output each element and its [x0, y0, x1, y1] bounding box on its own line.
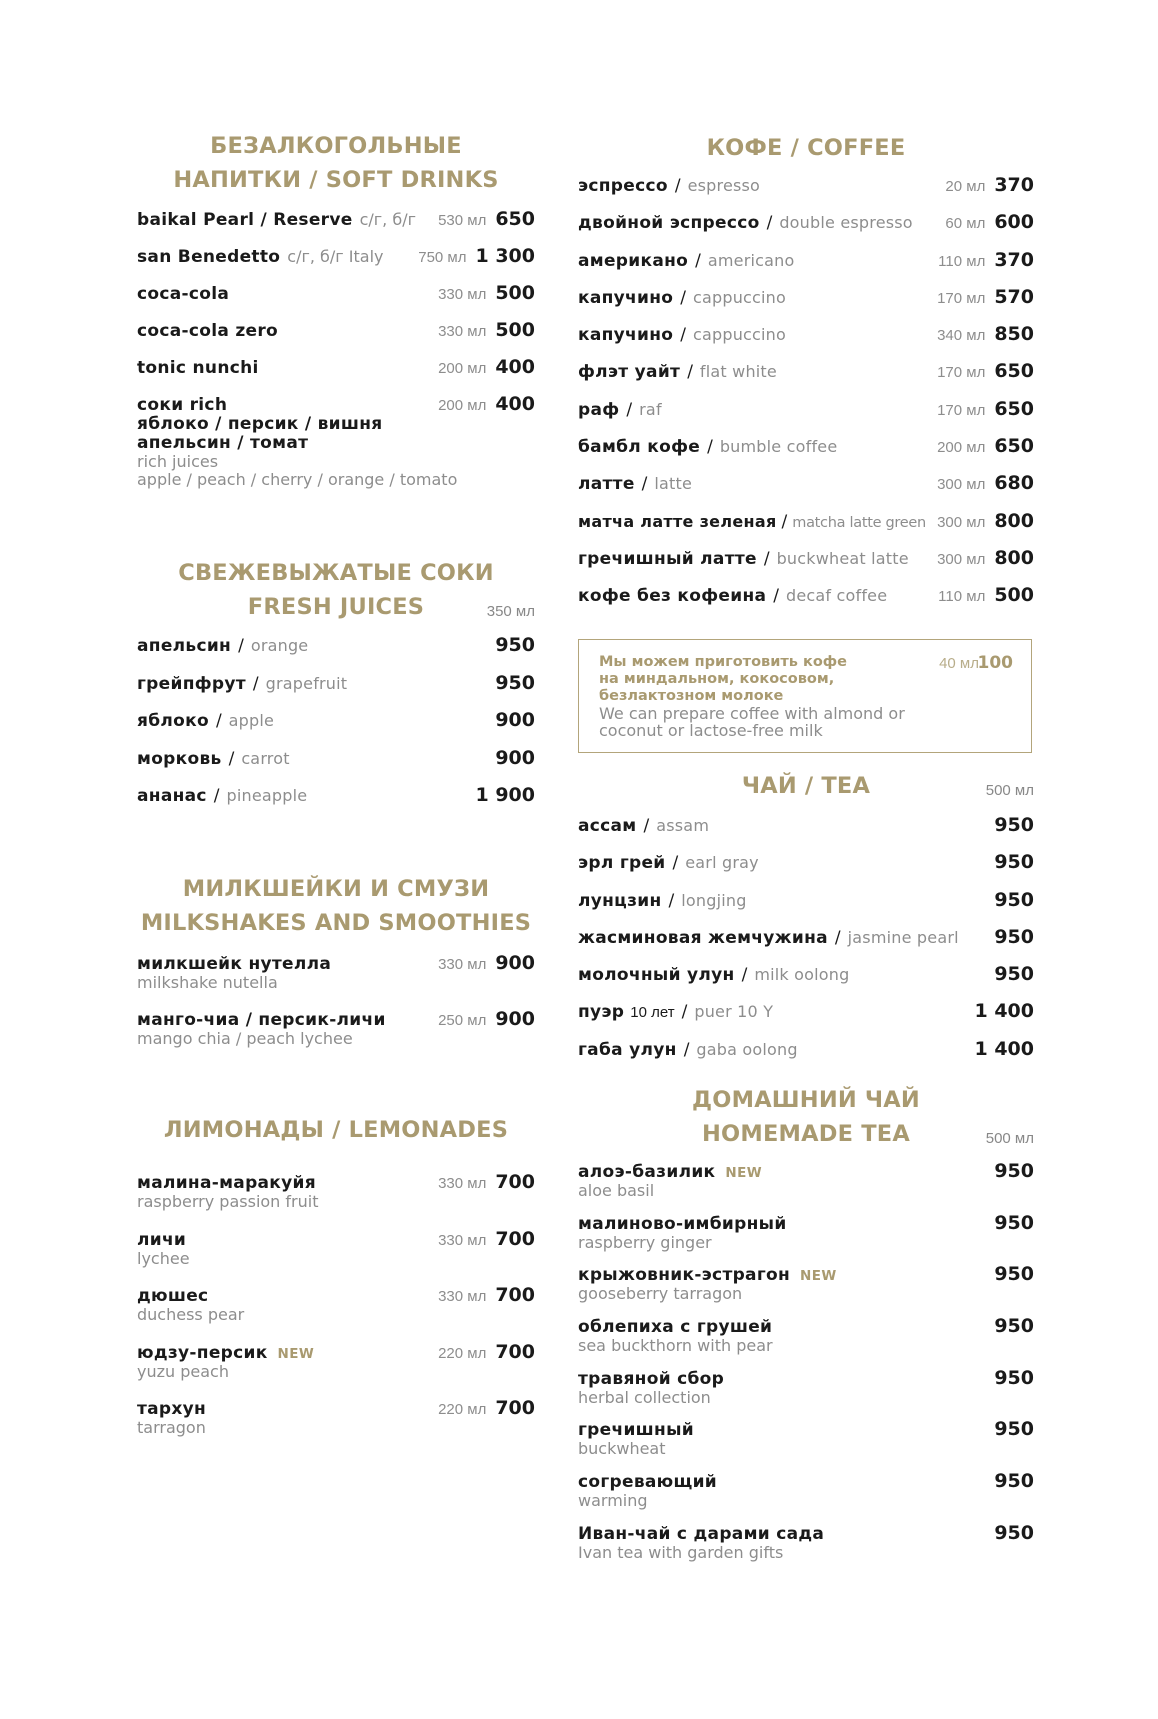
- menu-item: яблоко / apple 900: [137, 709, 535, 731]
- item-name: флэт уайт: [578, 362, 681, 383]
- notice-ru-line1: Мы можем приготовить кофе: [599, 654, 848, 670]
- homemade-tea-title: [578, 1083, 1034, 1151]
- item-translation: puer 10 Y: [694, 1002, 774, 1022]
- item-translation: aloe basil: [578, 1181, 655, 1200]
- fresh-juices-title: [137, 556, 535, 624]
- item-name: габа улун: [578, 1039, 677, 1060]
- item-name: двойной эспрессо: [578, 213, 760, 234]
- item-note: с/г, б/г Italy: [287, 247, 384, 266]
- milkshakes-title: [137, 872, 535, 940]
- tea-header: [578, 769, 1034, 803]
- menu-item: [578, 1522, 1034, 1574]
- item-name-line2: яблоко / персик / вишня: [137, 414, 383, 434]
- coffee-title: КОФЕ / COFFEE: [706, 135, 906, 161]
- item-volume: 250 мл: [438, 1012, 487, 1029]
- item-translation: sea buckthorn with pear: [578, 1336, 773, 1356]
- item-volume: 300 мл: [937, 550, 986, 568]
- item-name: алоэ-базилик: [578, 1162, 716, 1182]
- item-volume: 200 мл: [438, 397, 487, 414]
- item-translation: yuzu peach: [137, 1361, 229, 1381]
- homemade-tea-header: [578, 1083, 1034, 1151]
- item-volume: 750 мл: [418, 249, 467, 266]
- item-volume: 330 мл: [438, 1175, 487, 1192]
- item-volume: 340 мл: [937, 327, 986, 345]
- item-translation: warming: [578, 1491, 648, 1511]
- menu-item: [137, 245, 535, 282]
- item-volume: 330 мл: [438, 286, 487, 303]
- item-price: 950: [994, 925, 1034, 948]
- item-volume: 110 мл: [938, 252, 986, 270]
- menu-item: грейпфрут / grapefruit 950: [137, 671, 535, 694]
- homemade-tea-title-line2: HOMEMADE TEA: [702, 1121, 910, 1147]
- item-translation: milkshake nutella: [137, 973, 278, 992]
- item-name: Иван-чай с дарами сада: [578, 1523, 825, 1544]
- tea-list: [578, 814, 1034, 1075]
- item-price: 700: [495, 1397, 535, 1419]
- item-price: 900: [495, 746, 535, 769]
- homemade-tea-list: [578, 1160, 1034, 1574]
- item-translation-line1: rich juices: [137, 452, 219, 471]
- item-volume: 300 мл: [937, 476, 986, 494]
- item-price: 950: [994, 963, 1034, 986]
- item-price: 700: [495, 1227, 535, 1250]
- item-name: крыжовник-эстрагон: [578, 1265, 791, 1286]
- item-translation: latte: [654, 474, 693, 494]
- item-name: травяной сбор: [578, 1368, 725, 1389]
- menu-item: латте / latte 300 мл 680: [578, 472, 1034, 495]
- tea-volume: 500 мл: [985, 782, 1034, 799]
- item-name: tonic nunchi: [137, 358, 259, 378]
- item-price: 500: [495, 282, 535, 304]
- item-price: 800: [994, 546, 1034, 569]
- coffee-list: [578, 174, 1034, 622]
- homemade-tea-section: [578, 1083, 1034, 1574]
- menu-item: лунцзин / longjing 950: [578, 888, 1034, 911]
- item-name: дюшес: [137, 1286, 209, 1306]
- item-translation: americano: [707, 250, 795, 270]
- menu-item: бамбл кофе / bumble coffee 200 мл 650: [578, 435, 1034, 458]
- menu-item: раф / raf 170 мл 650: [578, 397, 1034, 420]
- notice-volume: 40 мл: [939, 655, 979, 672]
- homemade-tea-volume: 500 мл: [985, 1130, 1034, 1147]
- menu-item: эспрессо / espresso 20 мл 370: [578, 174, 1034, 196]
- item-volume: 330 мл: [438, 956, 487, 973]
- item-volume: 330 мл: [438, 1231, 487, 1249]
- item-price: 950: [994, 851, 1034, 874]
- item-volume: 200 мл: [937, 439, 986, 457]
- item-price: 950: [994, 1521, 1034, 1544]
- milkshakes-title-line2: MILKSHAKES AND SMOOTHIES: [140, 910, 532, 936]
- notice-price: 100: [977, 653, 1013, 673]
- item-price: 950: [994, 1160, 1034, 1182]
- item-price: 950: [994, 1366, 1034, 1389]
- item-name: тархун: [137, 1399, 207, 1419]
- item-name: эрл грей: [578, 853, 666, 874]
- item-translation: herbal collection: [578, 1387, 711, 1407]
- new-badge: NEW: [800, 1268, 837, 1285]
- item-translation: carrot: [241, 748, 290, 768]
- item-price: 900: [495, 709, 535, 731]
- lemonades-section: [137, 1113, 535, 1454]
- item-name: манго-чиа / персик-личи: [137, 1010, 386, 1030]
- menu-item: ассам / assam 950: [578, 814, 1034, 836]
- item-translation: tarragon: [137, 1418, 206, 1437]
- menu-item: двойной эспрессо / double espresso 60 мл 600: [578, 211, 1034, 234]
- item-translation: matcha latte green: [792, 514, 926, 531]
- item-translation: assam: [656, 816, 710, 835]
- fresh-juices-title-line2: FRESH JUICES: [247, 594, 425, 620]
- item-name: облепиха с грушей: [578, 1317, 773, 1338]
- item-name: капучино: [578, 325, 674, 346]
- item-price: 950: [994, 1470, 1034, 1493]
- soft-drinks-section: [137, 129, 535, 489]
- item-name: личи: [137, 1229, 187, 1250]
- item-price: 700: [495, 1284, 535, 1306]
- item-name: гречишный: [578, 1420, 694, 1441]
- item-translation: apple: [228, 711, 275, 730]
- new-badge: NEW: [277, 1345, 315, 1362]
- menu-item: матча латте зеленая / matcha latte green 300 мл 800: [578, 509, 1034, 532]
- item-translation: cappuccino: [692, 287, 787, 307]
- item-name: гречишный латте: [578, 548, 757, 569]
- menu-item: эрл грей / earl gray 950: [578, 851, 1034, 874]
- item-name: ананас: [137, 786, 207, 806]
- milkshakes-list: [137, 952, 535, 1064]
- item-volume: 170 мл: [937, 401, 986, 419]
- milkshakes-title-line1: МИЛКШЕЙКИ И СМУЗИ: [182, 876, 490, 902]
- item-price: 700: [495, 1171, 535, 1193]
- item-price: 900: [495, 1008, 535, 1030]
- item-translation: buckwheat: [578, 1439, 666, 1459]
- alt-milk-notice: [578, 639, 1032, 753]
- menu-item: [137, 1341, 535, 1398]
- item-name: малина-маракуйя: [137, 1173, 316, 1193]
- item-price: 370: [994, 248, 1034, 271]
- item-translation: orange: [250, 636, 309, 655]
- item-volume: 330 мл: [438, 1288, 487, 1305]
- item-price: 900: [495, 952, 535, 974]
- item-translation: raspberry passion fruit: [137, 1192, 319, 1211]
- item-price: 500: [495, 319, 535, 341]
- item-price: 400: [495, 393, 535, 415]
- item-name: coca-cola: [137, 284, 230, 304]
- item-price: 1 400: [974, 1037, 1034, 1060]
- notice-en-line2: coconut or lactose-free milk: [599, 721, 823, 740]
- menu-item-rich-juices: [137, 393, 535, 489]
- item-translation: cappuccino: [692, 325, 787, 345]
- item-name: пуэр: [578, 1002, 625, 1023]
- item-price: 500: [994, 584, 1034, 607]
- menu-item: молочный улун / milk oolong 950: [578, 963, 1034, 986]
- notice-ru-line3: безлактозном молоке: [599, 688, 784, 704]
- menu-item: [137, 952, 535, 1008]
- soft-drinks-list: [137, 208, 535, 489]
- item-name: морковь: [137, 748, 222, 769]
- item-price: 1 300: [475, 245, 535, 267]
- item-volume: 220 мл: [438, 1401, 487, 1418]
- item-note: с/г, б/г: [359, 210, 417, 229]
- item-price: 850: [994, 323, 1034, 346]
- item-note: 10 лет: [630, 1004, 675, 1022]
- item-price: 1 400: [974, 1000, 1034, 1023]
- menu-item: [137, 282, 535, 319]
- menu-item: американо / americano 110 мл 370: [578, 248, 1034, 271]
- item-price: 950: [495, 671, 535, 694]
- lemonades-list: [137, 1171, 535, 1454]
- menu-item: капучино / cappuccino 170 мл 570: [578, 285, 1034, 308]
- fresh-juices-title-line1: СВЕЖЕВЫЖАТЫЕ СОКИ: [178, 560, 494, 586]
- tea-section: [578, 769, 1034, 1075]
- item-price: 650: [994, 360, 1034, 383]
- fresh-juices-section: [137, 556, 535, 822]
- coffee-section: [578, 131, 1034, 622]
- menu-item: морковь / carrot 900: [137, 746, 535, 769]
- item-translation: raspberry ginger: [578, 1232, 712, 1252]
- item-translation: double espresso: [779, 213, 913, 233]
- menu-item: [137, 1284, 535, 1341]
- item-name: капучино: [578, 287, 674, 308]
- item-volume: 20 мл: [945, 178, 986, 195]
- item-translation: duchess pear: [137, 1305, 245, 1324]
- notice-en-line1: We can prepare coffee with almond or: [599, 704, 905, 723]
- item-name: san Benedetto: [137, 247, 281, 267]
- item-name: молочный улун: [578, 965, 735, 986]
- fresh-juices-list: [137, 634, 535, 822]
- menu-item: [578, 1263, 1034, 1315]
- item-name: матча латте зеленая: [578, 511, 777, 531]
- milkshakes-section: [137, 872, 535, 1064]
- item-name: апельсин: [137, 636, 232, 656]
- item-translation: decaf coffee: [786, 586, 888, 606]
- item-price: 950: [994, 888, 1034, 911]
- item-name: соки rich: [137, 395, 228, 415]
- menu-item: [578, 1315, 1034, 1367]
- item-translation: Ivan tea with garden gifts: [578, 1542, 784, 1562]
- item-translation: gooseberry tarragon: [578, 1284, 743, 1304]
- tea-title: ЧАЙ / TEA: [741, 773, 871, 799]
- menu-item: кофе без кофеина / decaf coffee 110 мл 500: [578, 584, 1034, 607]
- item-price: 370: [994, 174, 1034, 196]
- soft-drinks-title-line1: БЕЗАЛКОГОЛЬНЫЕ: [210, 133, 462, 159]
- item-price: 950: [495, 634, 535, 656]
- menu-item: [137, 208, 535, 245]
- item-volume: 170 мл: [937, 364, 986, 382]
- item-volume: 60 мл: [945, 215, 986, 233]
- item-price: 600: [994, 211, 1034, 234]
- menu-item: ананас / pineapple 1 900: [137, 784, 535, 806]
- soft-drinks-title: [137, 129, 535, 197]
- item-volume: 170 мл: [937, 289, 986, 307]
- item-price: 400: [495, 356, 535, 378]
- menu-item: [578, 1367, 1034, 1419]
- item-price: 950: [994, 1315, 1034, 1338]
- item-price: 800: [994, 509, 1034, 532]
- menu-item: [137, 1397, 535, 1454]
- item-translation: flat white: [699, 362, 777, 382]
- item-name: жасминовая жемчужина: [578, 927, 828, 948]
- item-volume: 200 мл: [438, 360, 487, 377]
- homemade-tea-title-line1: ДОМАШНИЙ ЧАЙ: [692, 1087, 920, 1113]
- menu-item: [578, 1212, 1034, 1264]
- item-name: ассам: [578, 816, 637, 836]
- fresh-juices-volume: 350 мл: [486, 603, 535, 620]
- item-translation: jasmine pearl: [847, 927, 959, 947]
- item-price: 950: [994, 1211, 1034, 1234]
- item-translation: longjing: [681, 890, 747, 910]
- item-translation: mango chia / peach lychee: [137, 1029, 353, 1048]
- item-name: кофе без кофеина: [578, 586, 767, 607]
- menu-item: [137, 1228, 535, 1285]
- new-badge: NEW: [725, 1165, 762, 1181]
- menu-item: [137, 1008, 535, 1064]
- menu-item: [137, 319, 535, 356]
- lemonades-title: ЛИМОНАДЫ / LEMONADES: [163, 1117, 509, 1143]
- item-translation: milk oolong: [754, 965, 850, 985]
- menu-item: гречишный латте / buckwheat latte 300 мл 800: [578, 546, 1034, 569]
- menu-item: капучино / cappuccino 340 мл 850: [578, 323, 1034, 346]
- item-price: 700: [495, 1340, 535, 1363]
- item-name: эспрессо: [578, 176, 668, 196]
- item-name: грейпфрут: [137, 673, 246, 694]
- item-name: бамбл кофе: [578, 437, 701, 458]
- item-translation: raf: [639, 399, 662, 419]
- notice-ru-line2: на миндальном, кокосовом,: [599, 671, 835, 687]
- item-translation: espresso: [687, 176, 761, 195]
- menu-item: апельсин / orange 950: [137, 634, 535, 656]
- menu-item: [578, 1470, 1034, 1522]
- item-price: 680: [994, 472, 1034, 495]
- item-price: 650: [994, 397, 1034, 420]
- item-name: американо: [578, 250, 689, 271]
- item-translation-line2: apple / peach / cherry / orange / tomato: [137, 470, 458, 489]
- item-translation: lychee: [137, 1248, 190, 1268]
- item-translation: buckwheat latte: [776, 548, 909, 568]
- item-name-line3: апельсин / томат: [137, 433, 309, 453]
- item-translation: gaba oolong: [696, 1039, 798, 1059]
- item-volume: 300 мл: [937, 513, 986, 531]
- item-translation: grapefruit: [265, 673, 348, 693]
- item-price: 570: [994, 285, 1034, 308]
- menu-item: [578, 1418, 1034, 1470]
- item-price: 650: [495, 208, 535, 230]
- item-translation: pineapple: [226, 786, 308, 805]
- menu-item: [137, 356, 535, 393]
- menu-item: [578, 1160, 1034, 1212]
- item-name: согревающий: [578, 1472, 718, 1493]
- item-price: 650: [994, 435, 1034, 458]
- item-volume: 220 мл: [438, 1344, 487, 1362]
- item-name: малиново-имбирный: [578, 1213, 787, 1234]
- menu-item: [137, 1171, 535, 1228]
- item-volume: 110 мл: [938, 588, 986, 606]
- item-name: раф: [578, 399, 620, 420]
- item-name: лунцзин: [578, 890, 662, 911]
- menu-item: габа улун / gaba oolong 1 400: [578, 1037, 1034, 1060]
- menu-item: пуэр 10 лет / puer 10 Y 1 400: [578, 1000, 1034, 1023]
- menu-item: флэт уайт / flat white 170 мл 650: [578, 360, 1034, 383]
- item-price: 1 900: [475, 784, 535, 806]
- soft-drinks-title-line2: НАПИТКИ / SOFT DRINKS: [173, 167, 499, 193]
- item-price: 950: [994, 1263, 1034, 1286]
- item-translation: bumble coffee: [719, 437, 838, 457]
- item-price: 950: [994, 1418, 1034, 1441]
- item-name: яблоко: [137, 711, 209, 731]
- item-translation: earl gray: [685, 853, 759, 873]
- fresh-juices-header: [137, 556, 535, 624]
- item-volume: 530 мл: [438, 212, 487, 229]
- item-name: латте: [578, 474, 635, 495]
- item-name: юдзу-персик: [137, 1342, 268, 1363]
- item-name: coca-cola zero: [137, 321, 279, 341]
- item-name: baikal Pearl / Reserve: [137, 210, 353, 230]
- item-name: милкшейк нутелла: [137, 954, 332, 974]
- menu-item: жасминовая жемчужина / jasmine pearl 950: [578, 925, 1034, 948]
- item-volume: 330 мл: [438, 323, 487, 340]
- item-price: 950: [994, 814, 1034, 836]
